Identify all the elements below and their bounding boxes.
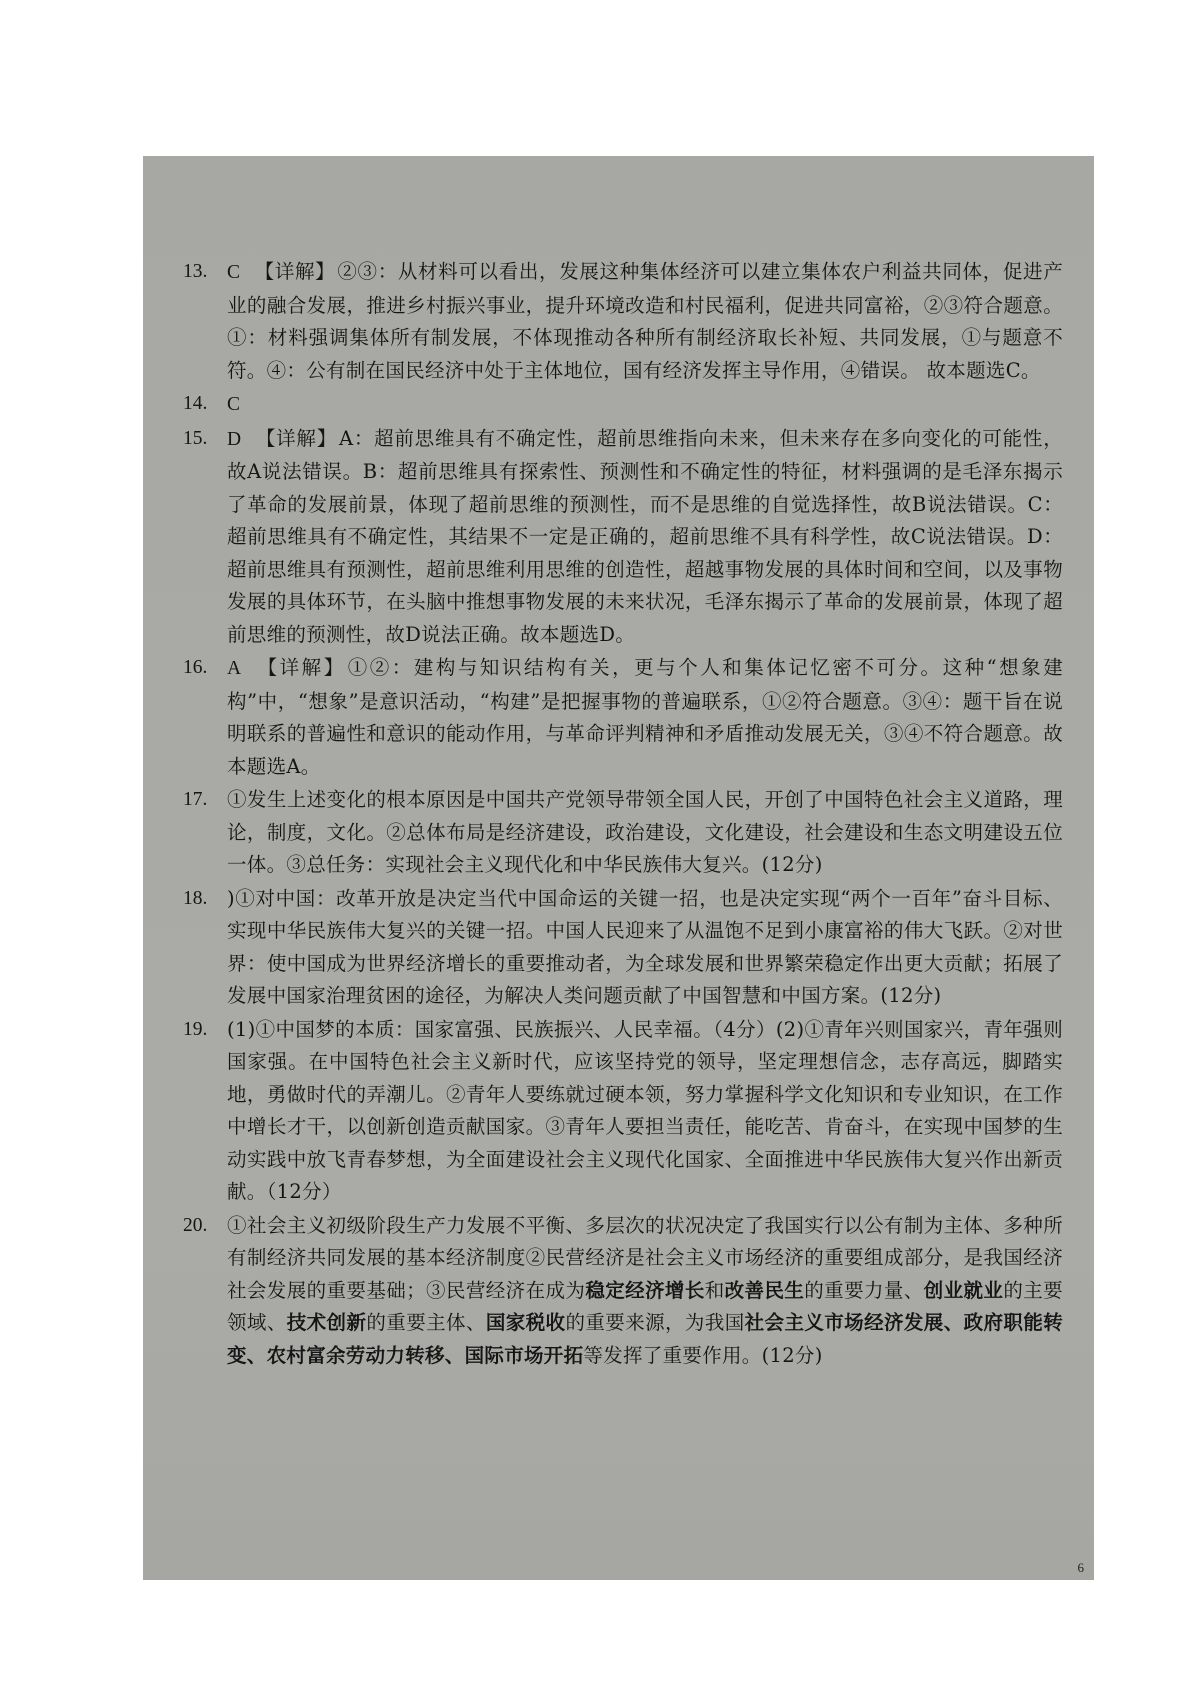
emphasis-text: 社会主义市场经济发展、政府职能转变、农村富余劳动力转移、国际市场开拓 <box>227 1311 1064 1367</box>
emphasis-text: 技术创新 <box>286 1311 367 1334</box>
answer-text: ①②：建构与知识结构有关，更与个人和集体记忆密不可分。这种“想象建构”中，“想象”是意识活动，“构建”是把握事物的普遍联系，①②符合题意。③④：题干旨在说明联系的普遍性和意识的能动作用，与革命评判精神和矛盾推动发展无关，③④不符合题意。故本题选A。 <box>227 656 1063 778</box>
question-number: 19. <box>183 1018 208 1040</box>
answer-text: 的主要领域、 <box>227 1278 1063 1334</box>
question-number: 15. <box>183 427 208 449</box>
detail-tag: 【详解】 <box>254 260 336 283</box>
answer-text: A：超前思维具有不确定性，超前思维指向未来，但未来存在多向变化的可能性，故A说法错误。B：超前思维具有探索性、预测性和不确定性的特征，材料强调的是毛泽东揭示了革命的发展前景，体现了超前思维的预测性，而不是思维的自觉选择性，故B说法错误。C：超前思维具有不确定性，其结果不一定是正确的，超前思维不具有科学性，故C说法错误。D：超前思维具有预测性，超前思维利用思维的创造性，超越事物发展的具体时间和空间，以及事物发展的具体环节，在头脑中推想事物发展的未来状况，毛泽东揭示了革命的发展前景，体现了超前思维的预测性，故D说法正确。故本题选D。 <box>227 426 1063 646</box>
answer-option: C <box>227 394 241 415</box>
question-number: 20. <box>183 1214 208 1236</box>
answer-17 <box>183 784 1063 882</box>
answer-body <box>227 388 1063 422</box>
answer-20 <box>183 1210 1063 1373</box>
answer-body <box>227 652 1063 783</box>
question-number: 18. <box>183 887 208 909</box>
emphasis-text: 改善民生 <box>724 1278 805 1302</box>
answer-list <box>183 256 1063 1372</box>
answer-text: 的重要主体、 <box>366 1311 486 1334</box>
answer-body <box>227 423 1063 652</box>
question-number: 13. <box>183 261 208 282</box>
detail-tag: 【详解】 <box>255 426 337 450</box>
emphasis-text: 国家税收 <box>485 1311 566 1334</box>
answer-option: A <box>227 658 242 679</box>
answer-text: 和 <box>704 1278 725 1302</box>
answer-15 <box>183 423 1063 652</box>
answer-text: 的重要来源，为我国 <box>565 1311 745 1334</box>
answer-16 <box>183 652 1063 783</box>
answer-14 <box>183 388 1063 422</box>
page-number: 6 <box>1077 1560 1084 1575</box>
photographed-page <box>143 156 1094 1580</box>
answer-text: ①发生上述变化的根本原因是中国共产党领导带领全国人民，开创了中国特色社会主义道路，理论，制度，文化。②总体布局是经济建设，政治建设，文化建设，社会建设和生态文明建设五位一体。③总任务：实现社会主义现代化和中华民族伟大复兴。(12分) <box>227 788 1063 876</box>
answer-text: (1)①中国梦的本质：国家富强、民族振兴、人民幸福。（4分）(2)①青年兴则国家兴，青年强则国家强。在中国特色社会主义新时代，应该坚持党的领导，坚定理想信念，志存高远，脚踏实地，勇做时代的弄潮儿。②青年人要练就过硬本领，努力掌握科学文化知识和专业知识，在工作中增长才干，以创新创造贡献国家。③青年人要担当责任，能吃苦、肯奋斗，在实现中国梦的生动实践中放飞青春梦想，为全面建设社会主义现代化国家、全面推进中华民族伟大复兴作出新贡献。（12分） <box>227 1017 1063 1203</box>
answer-text: )①对中国：改革开放是决定当代中国命运的关键一招，也是决定实现“两个一百年”奋斗目标、实现中华民族伟大复兴的关键一招。中国人民迎来了从温饱不足到小康富裕的伟大飞跃。②对世界：使中国成为世界经济增长的重要推动者，为全球发展和世界繁荣稳定作出更大贡献；拓展了发展中国家治理贫困的途径，为解决人类问题贡献了中国智慧和中国方案。(12分) <box>227 886 1063 1007</box>
answer-text: 的重要力量、 <box>804 1278 924 1302</box>
answer-body <box>227 256 1063 387</box>
emphasis-text: 稳定经济增长 <box>585 1278 705 1302</box>
detail-tag: 【详解】 <box>255 656 346 679</box>
answer-body <box>227 1210 1063 1373</box>
answer-18 <box>183 883 1063 1013</box>
answer-13 <box>183 256 1063 387</box>
answer-text: ②③：从材料可以看出，发展这种集体经济可以建立集体农户利益共同体，促进产业的融合发展，推进乡村振兴事业，提升环境改造和村民福利，促进共同富裕，②③符合题意。①：材料强调集体所有制发展，不体现推动各种所有制经济取长补短、共同发展，①与题意不符。④：公有制在国民经济中处于主体地位，国有经济发挥主导作用，④错误。 故本题选C。 <box>227 260 1063 382</box>
answer-option: C <box>227 262 241 283</box>
emphasis-text: 创业就业 <box>923 1278 1004 1302</box>
question-number: 16. <box>183 657 208 678</box>
question-number: 14. <box>183 393 208 414</box>
question-number: 17. <box>183 789 208 810</box>
answer-text: 等发挥了重要作用。(12分) <box>583 1343 823 1367</box>
answer-text: ①社会主义初级阶段生产力发展不平衡、多层次的状况决定了我国实行以公有制为主体、多种所有制经济共同发展的基本经济制度②民营经济是社会主义市场经济的重要组成部分，是我国经济社会发展的重要基础；③民营经济在成为 <box>227 1213 1063 1302</box>
answer-option: D <box>227 428 242 450</box>
answer-19 <box>183 1014 1063 1209</box>
